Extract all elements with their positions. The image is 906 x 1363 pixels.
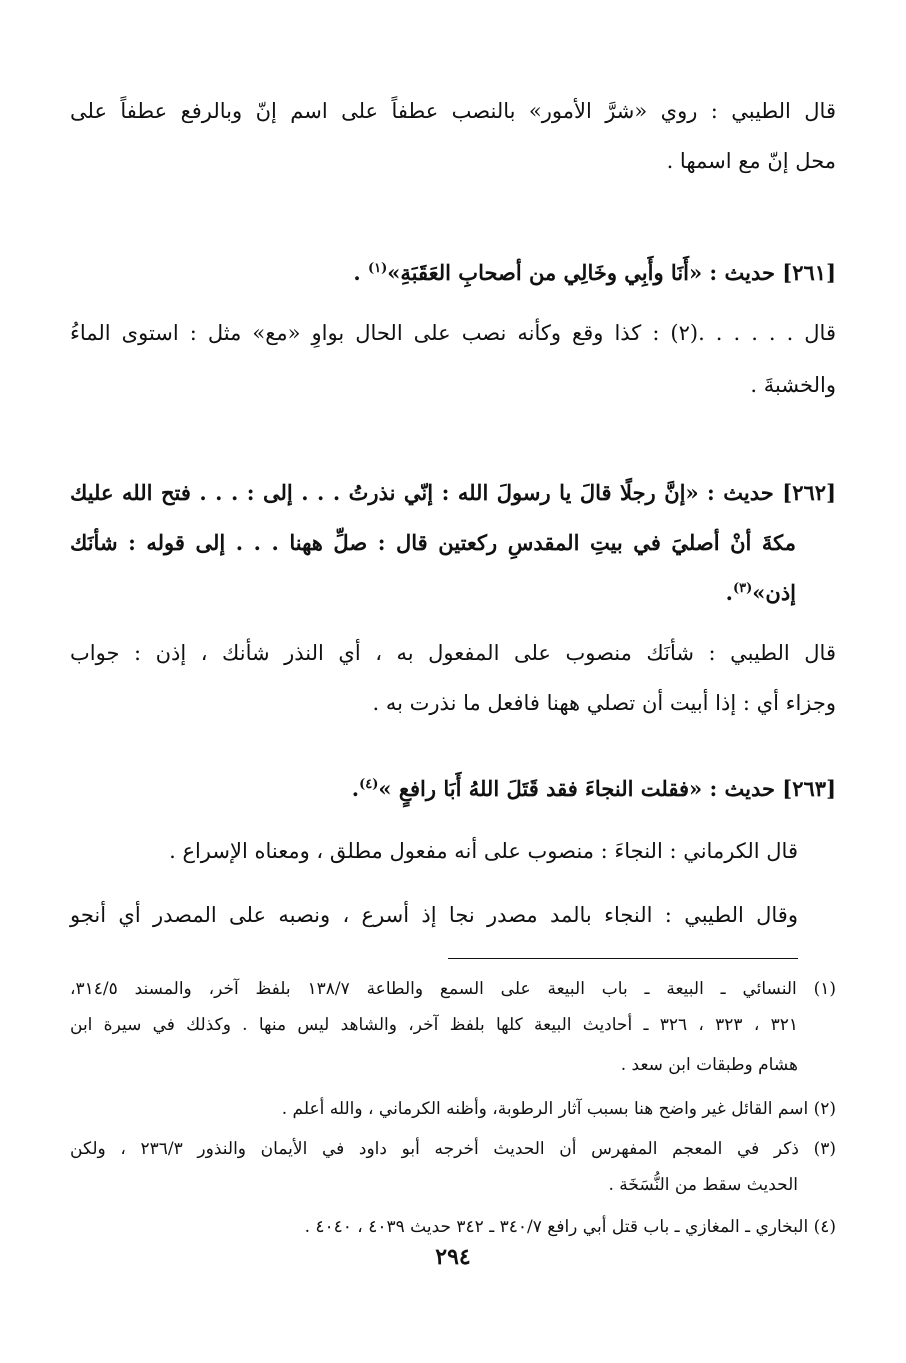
footnote-line: هشام وطبقات ابن سعد . bbox=[620, 1055, 798, 1075]
hadith-heading-262-line: مكةَ أنْ أصليَ في بيتِ المقدسِ ركعتين قال : صلِّ ههنا . . . إلى قوله : شأنَك bbox=[70, 530, 796, 555]
text-line: وجزاء أي : إذا أبيت أن تصلي ههنا فافعل ما نذرت به . bbox=[372, 691, 836, 715]
hadith-heading-262: [٢٦٢] حديث : «إنَّ رجلًا قالَ يا رسولَ الله : إنّي نذرتُ . . . إلى : . . . فتح الله عليك bbox=[70, 480, 836, 505]
hadith-heading-262-line: إذن»$^{(٣)}$. bbox=[725, 580, 796, 605]
footnote-ref: (٣) bbox=[732, 581, 753, 596]
text-line: قال الطيبي : شأنَك منصوب على المفعول به ، أي النذر شأنك ، إذن : جواب bbox=[70, 641, 836, 665]
footnote-ref: (١) bbox=[367, 261, 388, 276]
text-line: محل إنّ مع اسمها . bbox=[666, 149, 836, 173]
footnote-line: (٢) اسم القائل غير واضح هنا بسبب آثار الرطوبة، وأظنه الكرماني ، والله أعلم . bbox=[281, 1099, 836, 1119]
footnote-line: ٣٢١ ، ٣٢٣ ، ٣٢٦ ـ أحاديث البيعة كلها بلفظ آخر، والشاهد ليس منها . وكذلك في سيرة ابن bbox=[70, 1015, 799, 1035]
text-line: وقال الطيبي : النجاء بالمد مصدر نجا إذ أسرع ، ونصبه على المصدر أي أنجو bbox=[70, 903, 798, 927]
text-line: قال الكرماني : النجاءَ : منصوب على أنه مفعول مطلق ، ومعناه الإسراع . bbox=[169, 839, 798, 863]
footnote-line: (١) النسائي ـ البيعة ـ باب البيعة على السمع والطاعة ١٣٨/٧ بلفظ آخر، والمسند ٣١٤/٥، bbox=[70, 979, 836, 999]
page-number: ٢٩٤ bbox=[435, 1244, 471, 1270]
hadith-heading-261: [٢٦١] حديث : «أَنَا وأَبِي وخَالِي من أصحابِ العَقَبَةِ»$^{(١)}$ . bbox=[353, 260, 836, 285]
hadith-heading-263: [٢٦٣] حديث : «فقلت النجاءَ فقد قَتَلَ اللهُ أَبَا رافعٍ »$^{(٤)}$. bbox=[351, 776, 836, 801]
text-line: قال . . . . . .(٢) : كذا وقع وكأنه نصب على الحال بواوِ «مع» مثل : استوى الماءُ bbox=[70, 321, 836, 345]
footnote-separator bbox=[448, 958, 798, 959]
footnote-line: الحديث سقط من النُّسَخَة . bbox=[608, 1175, 798, 1195]
text-line: والخشبةَ . bbox=[750, 373, 836, 397]
footnote-ref: (٤) bbox=[359, 777, 379, 792]
text-line: قال الطيبي : روي «شرَّ الأمور» بالنصب عطفاً على اسم إنّ وبالرفع عطفاً على bbox=[70, 99, 836, 123]
footnote-line: (٣) ذكر في المعجم المفهرس أن الحديث أخرجه أبو داود في الأيمان والنذور ٢٣٦/٣ ، ولكن bbox=[70, 1139, 836, 1159]
footnote-line: (٤) البخاري ـ المغازي ـ باب قتل أبي رافع ٣٤٠/٧ ـ ٣٤٢ حديث ٤٠٣٩ ، ٤٠٤٠ . bbox=[304, 1217, 836, 1237]
